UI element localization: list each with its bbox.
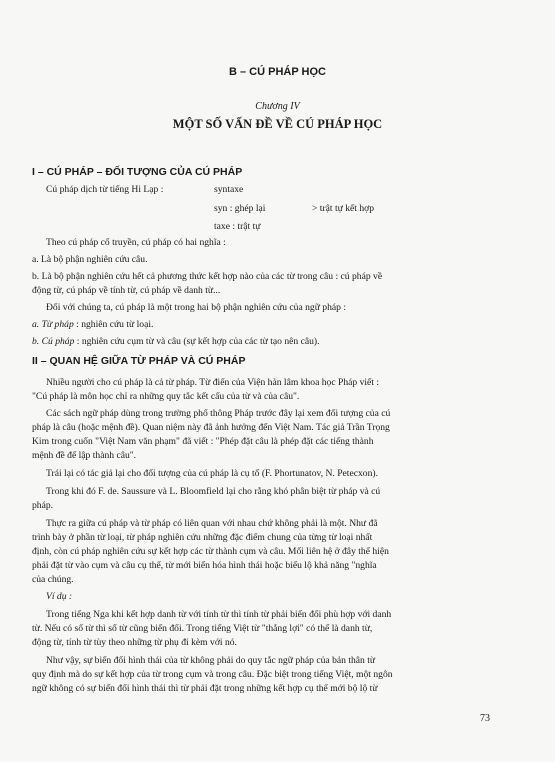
example-label: Ví dụ : [46, 591, 73, 602]
text-line: Như vậy, sự biến đổi hình thái của từ không phải do quy tắc ngữ pháp của bản thân từ [46, 655, 376, 666]
term-cu-phap: b. Cú pháp [32, 336, 75, 347]
list-item: b. Là bộ phận nghiên cứu hết cả phương thức kết hợp nào của các từ trong câu : cú pháp về [32, 271, 383, 282]
text-line: định, còn cú pháp nghiên cứu sự kết hợp các từ thành cụm và câu. Mối liên hệ ở đây thể hiện [32, 546, 389, 557]
chapter-title: MỘT SỐ VẤN ĐỀ VỀ CÚ PHÁP HỌC [172, 117, 383, 131]
text-line: trình bày ở phần từ loại, từ pháp nghiên cứu những đặc điểm chung của từng từ loại nhất [32, 532, 373, 543]
section-2-heading: II – QUAN HỆ GIỮA TỪ PHÁP VÀ CÚ PHÁP [32, 355, 246, 367]
text-line: động từ, tính từ tùy theo những từ phụ đi kèm với nó. [32, 637, 237, 648]
text-line: Trong tiếng Nga khi kết hợp danh từ với tính từ thì tính từ phải biến đổi phù hợp với danh [46, 609, 392, 620]
text-line: Thực ra giữa cú pháp và từ pháp có liên quan với nhau chứ không phải là một. Như đã [46, 518, 378, 529]
text-line: Trong khi đó F. de. Saussure và L. Bloomfield lại cho rằng khó phân biệt từ pháp và cú [46, 486, 381, 497]
text-line: phải đặt từ vào cụm và câu cụ thể, từ mới biến hóa hình thái hoặc biểu lộ khả năng "nghĩa [32, 560, 377, 571]
etymology-taxe: taxe : trật tự [214, 221, 261, 232]
text-line: của chúng. [32, 574, 74, 585]
etymology-meaning: > trật tự kết hợp [312, 203, 375, 214]
list-item: a. Là bộ phận nghiên cứu câu. [32, 254, 148, 265]
text-line: Trái lại có tác giả lại cho đối tượng của cú pháp là cụ tố (F. Phortunatov, N. Petecxon). [46, 468, 378, 479]
text-line: "Cú pháp là môn học chỉ ra những quy tắc kết cấu của từ và của câu". [32, 391, 300, 402]
page-number: 73 [480, 713, 490, 724]
text-line: từ. Nếu có số từ thì số từ cũng biến đổi. Trong tiếng Việt từ "thắng lợi" có thể là danh từ, [32, 623, 373, 634]
list-item-continued: động từ, cú pháp về tính từ, cú pháp về danh từ... [32, 285, 221, 296]
text-line: Nhiều người cho cú pháp là cả từ pháp. Từ điển của Viện hàn lâm khoa học Pháp viết : [46, 377, 380, 388]
part-title: B – CÚ PHÁP HỌC [229, 66, 326, 78]
etymology-source: Cú pháp dịch từ tiếng Hi Lạp : [46, 184, 164, 195]
paragraph: Theo cú pháp cổ truyền, cú pháp có hai nghĩa : [46, 237, 226, 248]
etymology-syn: syn : ghép lại [214, 203, 266, 214]
term-definition: : nghiên cứu từ loại. [73, 319, 154, 330]
text-line: Kim trong cuốn "Việt Nam văn phạm" đã viết : "Phép đặt câu là phép đặt các tiếng thành [32, 436, 374, 447]
text-line: quy định mà do sự kết hợp của từ trong cụm và trong câu. Đặc biệt trong tiếng Việt, một ngôn [32, 669, 393, 680]
text-line: pháp là câu (hoặc mệnh đề). Quan niệm này đã ảnh hưởng đến Việt Nam. Tác giả Trần Trọng [32, 422, 390, 433]
list-item [32, 318, 522, 331]
etymology-term: syntaxe [214, 184, 244, 195]
section-1-heading: I – CÚ PHÁP – ĐỐI TƯỢNG CỦA CÚ PHÁP [32, 166, 243, 178]
text-line: Các sách ngữ pháp dùng trong trường phổ thông Pháp trước đây lại xem đối tượng của cú [46, 408, 391, 419]
term-tu-phap: a. Từ pháp [32, 319, 74, 330]
chapter-label: Chương IV [255, 101, 300, 112]
paragraph: Đối với chúng ta, cú pháp là một trong hai bộ phận nghiên cứu của ngữ pháp : [46, 302, 347, 313]
list-item [32, 335, 522, 348]
text-line: ngữ không có sự biến đổi hình thái thì từ phải đặt trong những kết hợp cụ thể mới bộ lộ từ [32, 683, 378, 694]
text-line: pháp. [32, 500, 54, 511]
term-definition: : nghiên cứu cụm từ và câu (sự kết hợp của các từ tạo nên câu). [74, 336, 320, 347]
text-line: mệnh đề để lập thành câu". [32, 450, 137, 461]
